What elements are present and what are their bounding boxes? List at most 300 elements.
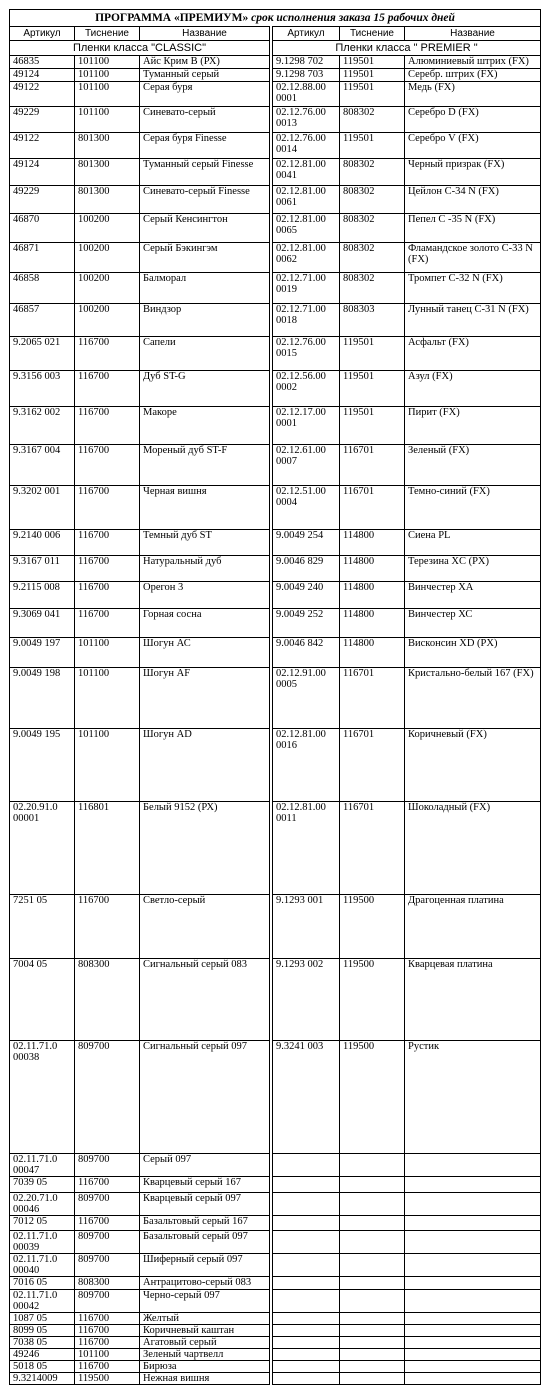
embossing-cell — [340, 1361, 405, 1373]
program-title-suffix: срок исполнения заказа 15 рабочих дней — [248, 12, 455, 24]
table-row — [10, 1215, 270, 1230]
article-cell: 7016 05 — [10, 1276, 75, 1289]
embossing-cell — [340, 1276, 405, 1289]
name-cell: Макоре — [140, 406, 270, 444]
table-row — [10, 406, 270, 444]
name-cell: Азул (FX) — [405, 370, 541, 406]
embossing-cell: 119500 — [340, 1040, 405, 1154]
name-cell — [405, 1349, 541, 1361]
name-cell — [405, 1373, 541, 1385]
article-cell: 9.0049 197 — [10, 637, 75, 667]
name-cell — [405, 1253, 541, 1276]
name-cell: Кварцевый серый 097 — [140, 1192, 270, 1215]
name-cell — [405, 1337, 541, 1349]
name-cell: Винчестер ХС — [405, 609, 541, 638]
article-cell: 9.2065 021 — [10, 336, 75, 370]
table-row — [10, 1192, 270, 1215]
name-cell: Мореный дуб ST-F — [140, 445, 270, 486]
name-cell: Пирит (FX) — [405, 406, 541, 444]
name-cell: Шоколадный (FX) — [405, 802, 541, 894]
embossing-cell: 119501 — [340, 406, 405, 444]
embossing-cell: 119501 — [340, 132, 405, 158]
table-row — [273, 69, 541, 82]
name-cell: Кварцевый серый 167 — [140, 1177, 270, 1192]
article-cell: 46871 — [10, 242, 75, 272]
embossing-cell: 101100 — [75, 637, 140, 667]
table-row — [10, 555, 270, 581]
name-cell: Балморал — [140, 272, 270, 303]
article-cell: 9.3162 002 — [10, 406, 75, 444]
column-header-embossing: Тиснение — [340, 27, 405, 41]
name-cell: Асфальт (FX) — [405, 336, 541, 370]
article-cell: 02.11.71.0 00047 — [10, 1154, 75, 1177]
name-cell: Светло-серый — [140, 894, 270, 959]
name-cell: Темный дуб ST — [140, 530, 270, 555]
article-cell: 9.0049 254 — [273, 530, 340, 555]
embossing-cell: 116700 — [75, 336, 140, 370]
embossing-cell: 114800 — [340, 530, 405, 555]
table-row — [10, 1337, 270, 1349]
table-row — [273, 1253, 541, 1276]
embossing-cell: 801300 — [75, 159, 140, 186]
name-cell — [405, 1276, 541, 1289]
article-cell: 9.0049 195 — [10, 729, 75, 802]
table-row — [10, 214, 270, 243]
article-cell: 49246 — [10, 1349, 75, 1361]
embossing-cell: 119501 — [340, 82, 405, 107]
article-cell — [273, 1337, 340, 1349]
embossing-cell: 114800 — [340, 637, 405, 667]
embossing-cell: 808302 — [340, 242, 405, 272]
name-cell: Туманный серый — [140, 69, 270, 82]
column-header-name: Название — [405, 27, 541, 41]
article-cell: 02.11.71.0 00042 — [10, 1290, 75, 1313]
embossing-cell: 809700 — [75, 1192, 140, 1215]
table-row — [273, 214, 541, 243]
program-title — [9, 9, 541, 26]
name-cell: Желтый — [140, 1313, 270, 1325]
class-label-classic: Пленки класса "CLASSIC" — [10, 41, 270, 56]
table-row — [273, 242, 541, 272]
name-cell: Кристально-белый 167 (FX) — [405, 667, 541, 728]
table-row — [273, 1349, 541, 1361]
table-row — [10, 445, 270, 486]
class-row — [10, 41, 270, 56]
article-cell: 02.12.76.00 0013 — [273, 107, 340, 133]
embossing-cell: 808302 — [340, 186, 405, 214]
name-cell: Агатовый серый — [140, 1337, 270, 1349]
table-row — [273, 486, 541, 530]
embossing-cell: 116701 — [340, 486, 405, 530]
embossing-cell: 116700 — [75, 370, 140, 406]
name-cell: Лунный танец С-31 N (FX) — [405, 304, 541, 337]
table-row — [10, 336, 270, 370]
name-cell: Базальтовый серый 097 — [140, 1230, 270, 1253]
table-row — [10, 637, 270, 667]
article-cell: 1087 05 — [10, 1313, 75, 1325]
name-cell: Фламандское золото С-33 N (FX) — [405, 242, 541, 272]
name-cell: Черный призрак (FX) — [405, 159, 541, 186]
table-row — [273, 370, 541, 406]
name-cell — [405, 1154, 541, 1177]
table-row — [273, 959, 541, 1040]
embossing-cell: 114800 — [340, 581, 405, 608]
embossing-cell: 100200 — [75, 304, 140, 337]
table-row — [10, 1313, 270, 1325]
name-cell: Шогун АС — [140, 637, 270, 667]
name-cell — [405, 1325, 541, 1337]
embossing-cell: 119500 — [340, 959, 405, 1040]
name-cell — [405, 1215, 541, 1230]
embossing-cell: 116700 — [75, 1337, 140, 1349]
name-cell: Серая буря Finesse — [140, 132, 270, 158]
embossing-cell — [340, 1230, 405, 1253]
name-cell — [405, 1192, 541, 1215]
column-header-article: Артикул — [10, 27, 75, 41]
embossing-cell: 801300 — [75, 132, 140, 158]
table-row — [10, 304, 270, 337]
column-header-embossing: Тиснение — [75, 27, 140, 41]
embossing-cell: 809700 — [75, 1040, 140, 1154]
embossing-cell: 116700 — [75, 1177, 140, 1192]
embossing-cell — [340, 1313, 405, 1325]
embossing-cell: 808302 — [340, 107, 405, 133]
embossing-cell — [340, 1337, 405, 1349]
article-cell: 9.3214009 — [10, 1373, 75, 1385]
table-row — [273, 1361, 541, 1373]
table-row — [10, 186, 270, 214]
table-row — [273, 56, 541, 69]
embossing-cell: 116701 — [340, 667, 405, 728]
embossing-cell: 100200 — [75, 214, 140, 243]
program-title-main: ПРОГРАММА «ПРЕМИУМ» — [95, 12, 249, 24]
article-cell — [273, 1177, 340, 1192]
name-cell: Серая буря — [140, 82, 270, 107]
embossing-cell: 809700 — [75, 1290, 140, 1313]
embossing-cell: 116700 — [75, 406, 140, 444]
article-cell: 7038 05 — [10, 1337, 75, 1349]
article-cell — [273, 1361, 340, 1373]
article-cell: 02.12.81.00 0061 — [273, 186, 340, 214]
article-cell: 9.0046 842 — [273, 637, 340, 667]
embossing-cell: 809700 — [75, 1230, 140, 1253]
embossing-cell — [340, 1215, 405, 1230]
embossing-cell: 808300 — [75, 959, 140, 1040]
article-cell: 02.12.71.00 0018 — [273, 304, 340, 337]
table-row — [10, 82, 270, 107]
name-cell: Натуральный дуб — [140, 555, 270, 581]
article-cell: 02.12.81.00 0065 — [273, 214, 340, 243]
embossing-cell — [340, 1192, 405, 1215]
name-cell — [405, 1313, 541, 1325]
table-row — [273, 1290, 541, 1313]
table-row — [10, 1373, 270, 1385]
name-cell: Сигнальный серый 083 — [140, 959, 270, 1040]
name-cell: Айс Крим В (РХ) — [140, 56, 270, 69]
name-cell: Черная вишня — [140, 486, 270, 530]
name-cell: Черно-серый 097 — [140, 1290, 270, 1313]
embossing-cell — [340, 1325, 405, 1337]
embossing-cell: 116700 — [75, 581, 140, 608]
header-row — [10, 27, 270, 41]
table-row — [10, 1325, 270, 1337]
article-cell: 49122 — [10, 132, 75, 158]
name-cell: Сапели — [140, 336, 270, 370]
name-cell: Зеленый чартвелл — [140, 1349, 270, 1361]
article-cell: 9.3241 003 — [273, 1040, 340, 1154]
article-cell: 49124 — [10, 159, 75, 186]
article-cell: 02.12.81.00 0062 — [273, 242, 340, 272]
name-cell: Драгоценная платина — [405, 894, 541, 959]
table-row — [273, 667, 541, 728]
table-row — [273, 802, 541, 894]
name-cell: Кварцевая платина — [405, 959, 541, 1040]
embossing-cell: 119501 — [340, 69, 405, 82]
name-cell — [405, 1361, 541, 1373]
name-cell: Коричневый каштан — [140, 1325, 270, 1337]
table-row — [10, 69, 270, 82]
embossing-cell: 808300 — [75, 1276, 140, 1289]
table-row — [273, 406, 541, 444]
table-row — [10, 272, 270, 303]
table-row — [273, 186, 541, 214]
embossing-cell: 101100 — [75, 729, 140, 802]
table-row — [273, 107, 541, 133]
article-cell — [273, 1253, 340, 1276]
embossing-cell: 119501 — [340, 370, 405, 406]
table-row — [273, 637, 541, 667]
embossing-cell: 116700 — [75, 486, 140, 530]
name-cell: Алюминиевый штрих (FX) — [405, 56, 541, 69]
name-cell: Дуб ST-G — [140, 370, 270, 406]
table-row — [273, 530, 541, 555]
article-cell: 02.11.71.0 00039 — [10, 1230, 75, 1253]
table-row — [273, 82, 541, 107]
article-cell: 9.3156 003 — [10, 370, 75, 406]
embossing-cell: 116700 — [75, 445, 140, 486]
article-cell: 02.11.71.0 00038 — [10, 1040, 75, 1154]
table-row — [10, 667, 270, 728]
article-cell: 02.12.76.00 0014 — [273, 132, 340, 158]
table-row — [273, 1337, 541, 1349]
embossing-cell: 116701 — [340, 729, 405, 802]
embossing-cell: 808302 — [340, 214, 405, 243]
article-cell: 46858 — [10, 272, 75, 303]
table-row — [10, 894, 270, 959]
class-label-premier: Пленки класса " PREMIER " — [273, 41, 541, 56]
price-list-page — [9, 9, 541, 1385]
table-row — [273, 1313, 541, 1325]
table-row — [10, 1253, 270, 1276]
embossing-cell: 100200 — [75, 272, 140, 303]
embossing-cell — [340, 1290, 405, 1313]
article-cell: 02.12.81.00 0016 — [273, 729, 340, 802]
article-cell: 02.12.81.00 0041 — [273, 159, 340, 186]
embossing-cell: 808302 — [340, 159, 405, 186]
article-cell: 9.1298 703 — [273, 69, 340, 82]
name-cell: Пепел С -35 N (FX) — [405, 214, 541, 243]
embossing-cell: 116701 — [340, 802, 405, 894]
embossing-cell — [340, 1349, 405, 1361]
table-row — [10, 1276, 270, 1289]
embossing-cell — [340, 1373, 405, 1385]
embossing-cell: 116801 — [75, 802, 140, 894]
article-cell: 9.1293 001 — [273, 894, 340, 959]
name-cell: Базальтовый серый 167 — [140, 1215, 270, 1230]
classic-films-body — [10, 56, 270, 1385]
table-row — [273, 1040, 541, 1154]
article-cell — [273, 1276, 340, 1289]
article-cell: 02.20.71.0 00046 — [10, 1192, 75, 1215]
table-row — [273, 581, 541, 608]
table-row — [273, 555, 541, 581]
article-cell: 49229 — [10, 186, 75, 214]
name-cell — [405, 1290, 541, 1313]
embossing-cell — [340, 1177, 405, 1192]
name-cell: Тромпет С-32 N (FX) — [405, 272, 541, 303]
embossing-cell: 116700 — [75, 1313, 140, 1325]
table-row — [10, 1154, 270, 1177]
article-cell: 02.12.91.00 0005 — [273, 667, 340, 728]
embossing-cell: 808302 — [340, 272, 405, 303]
embossing-cell: 116700 — [75, 894, 140, 959]
article-cell — [273, 1230, 340, 1253]
table-row — [273, 445, 541, 486]
article-cell: 02.11.71.0 00040 — [10, 1253, 75, 1276]
header-row — [273, 27, 541, 41]
article-cell: 9.0049 198 — [10, 667, 75, 728]
table-row — [10, 242, 270, 272]
article-cell: 02.20.91.0 00001 — [10, 802, 75, 894]
article-cell: 9.3167 011 — [10, 555, 75, 581]
embossing-cell: 801300 — [75, 186, 140, 214]
article-cell: 02.12.81.00 0011 — [273, 802, 340, 894]
name-cell: Серебро D (FX) — [405, 107, 541, 133]
name-cell: Серый Бэкингэм — [140, 242, 270, 272]
class-row — [273, 41, 541, 56]
embossing-cell: 119501 — [340, 336, 405, 370]
embossing-cell: 809700 — [75, 1154, 140, 1177]
table-row — [10, 802, 270, 894]
column-header-article: Артикул — [273, 27, 340, 41]
article-cell: 46835 — [10, 56, 75, 69]
article-cell: 7039 05 — [10, 1177, 75, 1192]
article-cell: 9.0049 252 — [273, 609, 340, 638]
name-cell: Коричневый (FX) — [405, 729, 541, 802]
table-row — [273, 609, 541, 638]
table-row — [273, 1177, 541, 1192]
article-cell — [273, 1215, 340, 1230]
embossing-cell: 114800 — [340, 609, 405, 638]
name-cell: Бирюза — [140, 1361, 270, 1373]
name-cell: Нежная вишня — [140, 1373, 270, 1385]
embossing-cell: 116700 — [75, 1325, 140, 1337]
name-cell: Шиферный серый 097 — [140, 1253, 270, 1276]
table-row — [273, 1192, 541, 1215]
article-cell — [273, 1154, 340, 1177]
name-cell: Зеленый (FX) — [405, 445, 541, 486]
article-cell: 9.2115 008 — [10, 581, 75, 608]
table-row — [10, 1349, 270, 1361]
article-cell — [273, 1373, 340, 1385]
table-row — [273, 1276, 541, 1289]
name-cell: Темно-синий (FX) — [405, 486, 541, 530]
classic-films-table — [9, 26, 270, 1385]
article-cell — [273, 1313, 340, 1325]
table-row — [10, 56, 270, 69]
table-row — [273, 132, 541, 158]
name-cell: Синевато-серый Finesse — [140, 186, 270, 214]
tables-container — [9, 26, 541, 1385]
embossing-cell: 116701 — [340, 445, 405, 486]
name-cell: Цейлон С-34 N (FX) — [405, 186, 541, 214]
name-cell: Антрацитово-серый 083 — [140, 1276, 270, 1289]
article-cell: 02.12.76.00 0015 — [273, 336, 340, 370]
table-row — [10, 370, 270, 406]
article-cell: 02.12.88.00 0001 — [273, 82, 340, 107]
name-cell — [405, 1230, 541, 1253]
name-cell: Винчестер ХА — [405, 581, 541, 608]
embossing-cell: 101100 — [75, 1349, 140, 1361]
article-cell: 49229 — [10, 107, 75, 133]
table-row — [273, 729, 541, 802]
table-row — [273, 272, 541, 303]
name-cell: Синевато-серый — [140, 107, 270, 133]
article-cell: 49124 — [10, 69, 75, 82]
article-cell: 9.0046 829 — [273, 555, 340, 581]
embossing-cell: 119500 — [75, 1373, 140, 1385]
embossing-cell: 100200 — [75, 242, 140, 272]
table-row — [10, 1361, 270, 1373]
article-cell: 9.2140 006 — [10, 530, 75, 555]
table-row — [273, 304, 541, 337]
table-row — [10, 132, 270, 158]
article-cell: 02.12.17.00 0001 — [273, 406, 340, 444]
table-row — [10, 1290, 270, 1313]
embossing-cell: 119501 — [340, 56, 405, 69]
embossing-cell — [340, 1253, 405, 1276]
table-row — [273, 336, 541, 370]
table-row — [10, 1177, 270, 1192]
premier-films-body — [273, 56, 541, 1385]
article-cell: 9.0049 240 — [273, 581, 340, 608]
embossing-cell: 809700 — [75, 1253, 140, 1276]
article-cell — [273, 1192, 340, 1215]
name-cell: Туманный серый Finesse — [140, 159, 270, 186]
table-row — [10, 729, 270, 802]
article-cell: 02.12.71.00 0019 — [273, 272, 340, 303]
table-row — [273, 1215, 541, 1230]
table-row — [10, 530, 270, 555]
name-cell: Медь (FX) — [405, 82, 541, 107]
table-row — [10, 107, 270, 133]
name-cell: Терезина XC (PX) — [405, 555, 541, 581]
article-cell: 9.3167 004 — [10, 445, 75, 486]
column-header-name: Название — [140, 27, 270, 41]
article-cell: 7012 05 — [10, 1215, 75, 1230]
article-cell: 7004 05 — [10, 959, 75, 1040]
table-row — [10, 581, 270, 608]
table-row — [273, 1230, 541, 1253]
embossing-cell: 114800 — [340, 555, 405, 581]
embossing-cell: 116700 — [75, 1215, 140, 1230]
table-row — [10, 1040, 270, 1154]
premier-films-table — [272, 26, 541, 1385]
embossing-cell: 101100 — [75, 69, 140, 82]
name-cell: Серый 097 — [140, 1154, 270, 1177]
embossing-cell: 116700 — [75, 609, 140, 638]
name-cell: Белый 9152 (РХ) — [140, 802, 270, 894]
